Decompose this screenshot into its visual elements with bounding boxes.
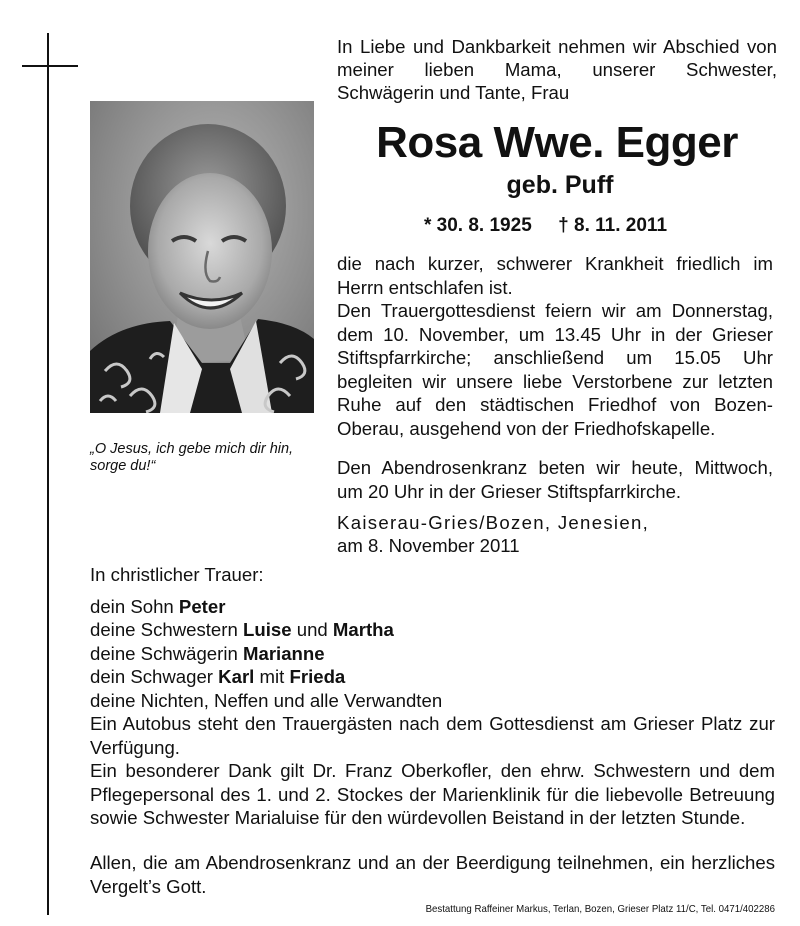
paragraph-died: die nach kurzer, schwerer Krankheit friedlich im Herrn entschlafen ist. [337,253,773,298]
intro-text: In Liebe und Dankbarkeit nehmen wir Abschied von meiner lieben Mama, unserer Schwester, Schwägerin und Tante, Frau [337,36,777,103]
mourner-son: dein Sohn Peter [90,595,226,617]
mourner-sister-in-law: deine Schwägerin Marianne [90,642,325,664]
mourner-brother-in-law: dein Schwager Karl mit Frieda [90,666,346,687]
portrait-photo [90,101,314,413]
bus-notice: Ein Autobus steht den Trauergästen nach dem Gottesdienst am Grieser Platz zur Verfügung. [90,713,775,758]
birth-date: * 30. 8. 1925 [424,215,532,236]
date-line: am 8. November 2011 [337,535,520,556]
mourners-list [90,563,590,712]
paragraph-mass: Den Trauergottesdienst feiern wir am Donnerstag, dem 10. November, um 13.45 Uhr in der Grieser Stiftspfarrkirche; anschließend um 15.05 Uhr begleiten wir unsere liebe Verstorbene zur letzten Ruhe auf den städtischen Friedhof von Bozen-Oberau, ausgehend von der Friedhofskapelle. [337,300,773,439]
cross-icon-vertical [47,33,49,915]
place-line: Kaiserau-Gries/Bozen, Jenesien, [337,512,650,533]
deceased-name: Rosa Wwe. Egger [376,118,738,167]
mourner-relatives: deine Nichten, Neffen und alle Verwandten [90,689,443,711]
mourners-heading: In christlicher Trauer: [90,564,264,585]
cross-icon-horizontal [22,65,78,67]
death-date: † 8. 11. 2011 [558,215,668,236]
life-dates [424,214,724,238]
funeral-home-footer: Bestattung Raffeiner Markus, Terlan, Bozen, Grieser Platz 11/C, Tel. 0471/402286 [425,903,775,915]
closing-paragraph: Allen, die am Abendrosenkranz und an der Beerdigung teilnehmen, ein herzliches Vergelt’s Gott. [90,852,775,897]
paragraph-rosary: Den Abendrosenkranz beten wir heute, Mittwoch, um 20 Uhr in der Grieser Stiftspfarrkirche. [337,457,773,502]
mourner-sisters: deine Schwestern Luise und Martha [90,619,394,640]
thanks-paragraph: Ein besonderer Dank gilt Dr. Franz Oberkofler, den ehrw. Schwestern und dem Pflegepersonal des 1. und 2. Stockes der Marienklinik für die liebevolle Betreuung sowie Schwester Marialuise für den würdevollen Beistand in der letzten Stunde. [90,760,775,828]
quote: „O Jesus, ich gebe mich dir hin, sorge du!“ [90,441,294,474]
maiden-name: geb. Puff [506,171,614,199]
